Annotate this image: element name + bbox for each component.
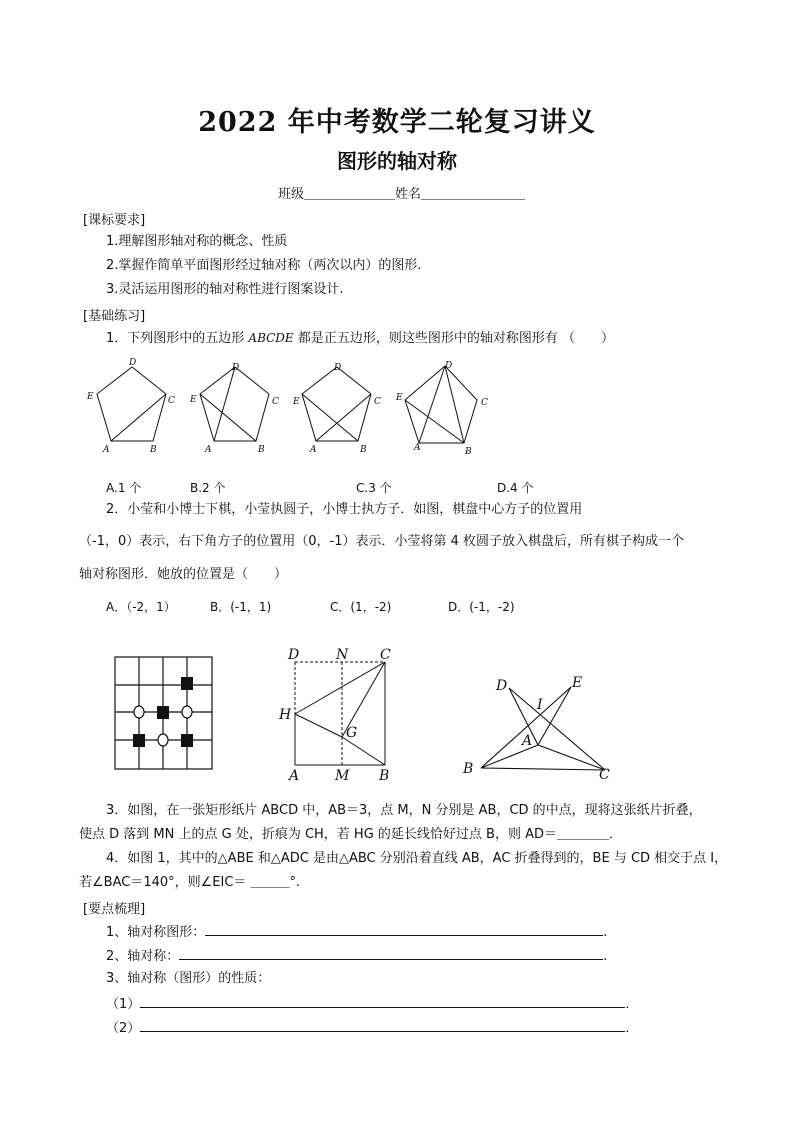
label-A: A xyxy=(522,733,533,749)
label-N: N xyxy=(336,647,349,663)
label-M: M xyxy=(335,768,350,784)
page-subtitle: 图形的轴对称 xyxy=(337,149,457,173)
question-4-line1: 4．如图 1，其中的△ABE 和△ADC 是由△ABC 分别沿着直线 AB，AC 折叠得到的，BE 与 CD 相交于点 I， xyxy=(106,851,728,866)
pentagon-figures xyxy=(84,358,504,458)
chess-board-figure xyxy=(112,654,216,774)
triangle-fold-figure xyxy=(458,670,628,785)
key-point-label: 1、轴对称图形： xyxy=(106,925,206,940)
label-D: D xyxy=(288,647,300,663)
key-point-label: 2、轴对称： xyxy=(106,949,180,964)
label-D: D xyxy=(496,678,508,694)
question-2-line2: （-1，0）表示，右下角方子的位置用（0，-1）表示．小莹将第 4 枚圆子放入棋盘后，所有棋子构成一个 xyxy=(79,534,685,549)
q2-option-c: C．(1，-2) xyxy=(330,600,392,614)
square-piece xyxy=(181,677,193,690)
answer-blank[interactable] xyxy=(205,922,603,936)
label-A: A xyxy=(414,443,421,453)
label-H: H xyxy=(279,707,292,723)
label-B: B xyxy=(150,445,157,455)
label-C: C xyxy=(374,397,381,407)
label-C: C xyxy=(272,397,279,407)
label-A: A xyxy=(103,445,110,455)
class-blank: ＿＿＿＿＿＿＿ xyxy=(304,187,396,202)
label-E: E xyxy=(572,675,583,691)
key-point-subitem xyxy=(106,1018,629,1038)
label-C: C xyxy=(380,647,391,663)
name-blank: ＿＿＿＿＿＿＿＿ xyxy=(421,187,526,202)
period: . xyxy=(603,925,608,940)
key-points-heading: [要点梳理] xyxy=(83,902,146,917)
key-point-item xyxy=(106,946,607,966)
q2-option-a: A．（-2，1） xyxy=(106,600,176,614)
answer-blank[interactable] xyxy=(140,1018,625,1032)
q1-option-d: D.4 个 xyxy=(497,481,534,495)
label-A: A xyxy=(205,445,212,455)
class-name-line xyxy=(278,186,525,204)
q1-option-a: A.1 个 xyxy=(106,481,142,495)
answer-blank[interactable] xyxy=(179,946,603,960)
subitem-label: （2） xyxy=(106,1021,141,1036)
label-B: B xyxy=(379,768,390,784)
label-D: D xyxy=(129,358,137,368)
label-D: D xyxy=(334,363,342,373)
requirement-item: 1.理解图形轴对称的概念、性质 xyxy=(106,234,288,249)
subitem-label: （1） xyxy=(106,997,141,1012)
circle-piece xyxy=(158,734,168,746)
label-E: E xyxy=(293,397,300,407)
page-title: 2022 年中考数学二轮复习讲义 xyxy=(198,107,596,138)
answer-blank[interactable] xyxy=(140,994,625,1008)
square-piece xyxy=(133,734,145,747)
label-E: E xyxy=(87,392,94,402)
label-C: C xyxy=(481,398,488,408)
period: . xyxy=(625,1021,630,1036)
q2-option-b: B．(-1，1) xyxy=(210,600,272,614)
key-point-item: 3、轴对称（图形）的性质： xyxy=(106,971,271,986)
rectangle-fold-figure xyxy=(276,644,400,784)
label-E: E xyxy=(190,395,197,405)
label-D: D xyxy=(445,361,453,371)
label-A: A xyxy=(289,768,300,784)
q1-option-b: B.2 个 xyxy=(190,481,226,495)
class-label: 班级 xyxy=(278,187,305,202)
label-E: E xyxy=(396,393,403,403)
label-B: B xyxy=(463,761,474,777)
q1-text-post: 都是正五边形，则这些图形中的轴对称图形有 （ ） xyxy=(293,331,614,346)
period: . xyxy=(625,997,630,1012)
label-B: B xyxy=(360,445,367,455)
requirement-item: 3.灵活运用图形的轴对称性进行图案设计. xyxy=(106,282,344,297)
requirement-item: 2.掌握作简单平面图形经过轴对称（两次以内）的图形. xyxy=(106,258,422,273)
label-G: G xyxy=(346,725,358,741)
period: . xyxy=(603,949,608,964)
q2-option-d: D．(-1，-2) xyxy=(448,600,515,614)
question-1 xyxy=(106,329,614,348)
key-point-item xyxy=(106,922,607,942)
circle-piece xyxy=(134,706,144,718)
q1-italic: ABCDE xyxy=(248,331,294,345)
label-I: I xyxy=(537,697,543,713)
question-2-line1: 2．小莹和小博士下棋，小莹执圆子，小博士执方子．如图，棋盘中心方子的位置用 xyxy=(106,502,583,517)
label-A: A xyxy=(310,445,317,455)
label-D: D xyxy=(232,363,240,373)
question-3-line1: 3．如图，在一张矩形纸片 ABCD 中，AB＝3，点 M，N 分别是 AB，CD 的中点，现将这张纸片折叠， xyxy=(106,803,702,818)
label-B: B xyxy=(465,447,472,457)
q1-option-c: C.3 个 xyxy=(356,481,392,495)
q1-text-pre: 1．下列图形中的五边形 xyxy=(106,331,249,346)
label-C: C xyxy=(168,396,175,406)
practice-heading: [基础练习] xyxy=(83,309,146,324)
label-C: C xyxy=(599,767,610,783)
square-piece xyxy=(181,734,193,747)
question-4-line2: 若∠BAC＝140°，则∠EIC＝ ＿＿＿°. xyxy=(79,875,301,890)
circle-piece xyxy=(182,706,192,718)
square-piece xyxy=(157,706,169,719)
question-3-line2: 使点 D 落到 MN 上的点 G 处，折痕为 CH，若 HG 的延长线恰好过点 B，则 AD＝＿＿＿＿． xyxy=(79,827,623,842)
question-2-line3: 轴对称图形．她放的位置是（ ） xyxy=(79,567,288,582)
name-label: 姓名 xyxy=(395,187,422,202)
requirements-heading: [课标要求] xyxy=(83,213,146,228)
key-point-subitem xyxy=(106,994,629,1014)
label-B: B xyxy=(258,445,265,455)
